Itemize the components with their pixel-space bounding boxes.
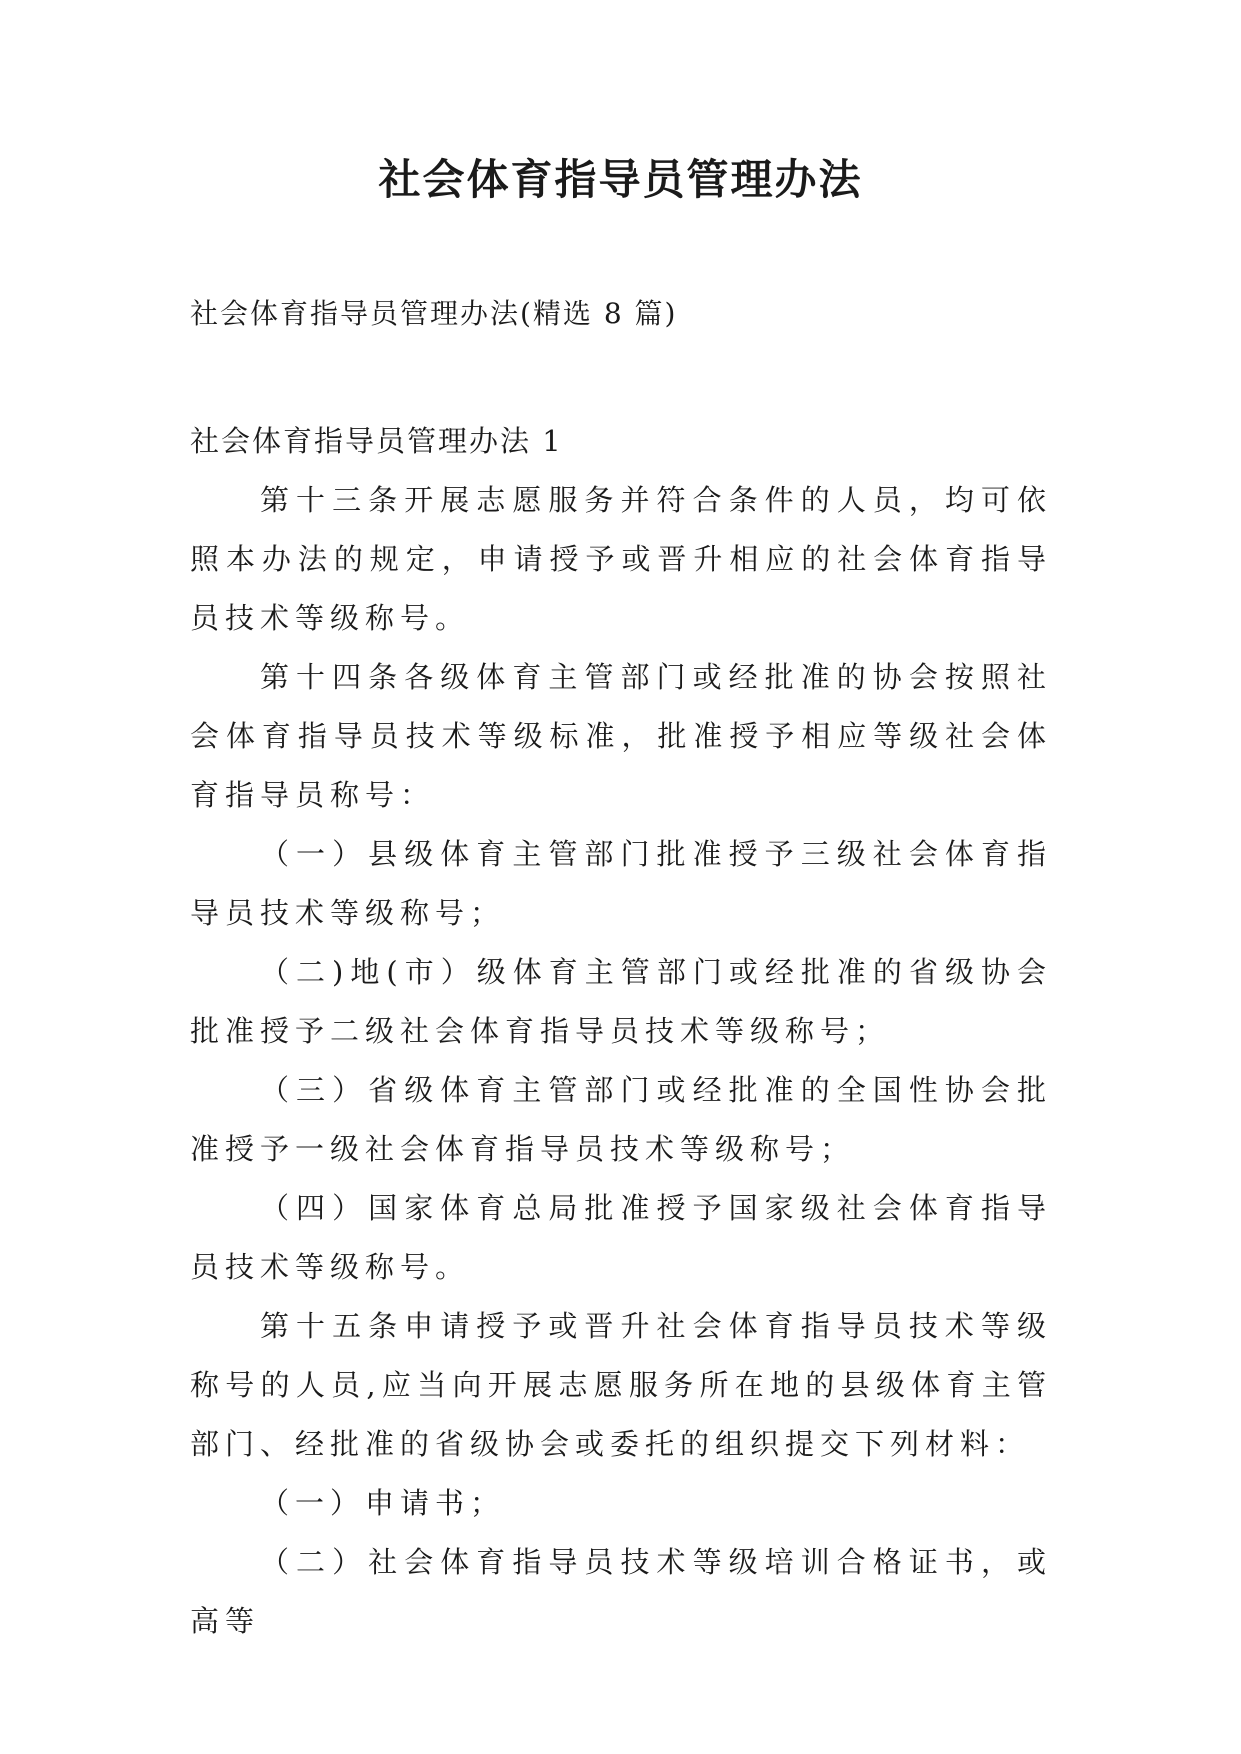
document-body (190, 412, 1052, 1651)
paragraph-item-province: （三）省级体育主管部门或经批准的全国性协会批准授予一级社会体育指导员技术等级称号； (190, 1073, 1052, 1166)
paragraph-item-application: （一）申请书； (260, 1486, 506, 1520)
document-subtitle: 社会体育指导员管理办法(精选 8 篇) (190, 297, 678, 330)
document-title: 社会体育指导员管理办法 (378, 155, 863, 204)
paragraph-item-certificate: （二）社会体育指导员技术等级培训合格证书，或高等 (190, 1545, 1052, 1638)
section-heading: 社会体育指导员管理办法 1 (190, 424, 563, 458)
paragraph-item-city: （二)地(市）级体育主管部门或经批准的省级协会批准授予二级社会体育指导员技术等级称号； (190, 955, 1052, 1048)
paragraph-article-14: 第十四条各级体育主管部门或经批准的协会按照社会体育指导员技术等级标准，批准授予相应等级社会体育指导员称号： (190, 660, 1052, 812)
paragraph-item-county: （一）县级体育主管部门批准授予三级社会体育指导员技术等级称号； (190, 837, 1052, 930)
paragraph-article-13: 第十三条开展志愿服务并符合条件的人员，均可依照本办法的规定，申请授予或晋升相应的社会体育指导员技术等级称号。 (190, 483, 1052, 635)
paragraph-article-15: 第十五条申请授予或晋升社会体育指导员技术等级称号的人员,应当向开展志愿服务所在地的县级体育主管部门、经批准的省级协会或委托的组织提交下列材料： (190, 1309, 1052, 1461)
paragraph-item-national: （四）国家体育总局批准授予国家级社会体育指导员技术等级称号。 (190, 1191, 1052, 1284)
